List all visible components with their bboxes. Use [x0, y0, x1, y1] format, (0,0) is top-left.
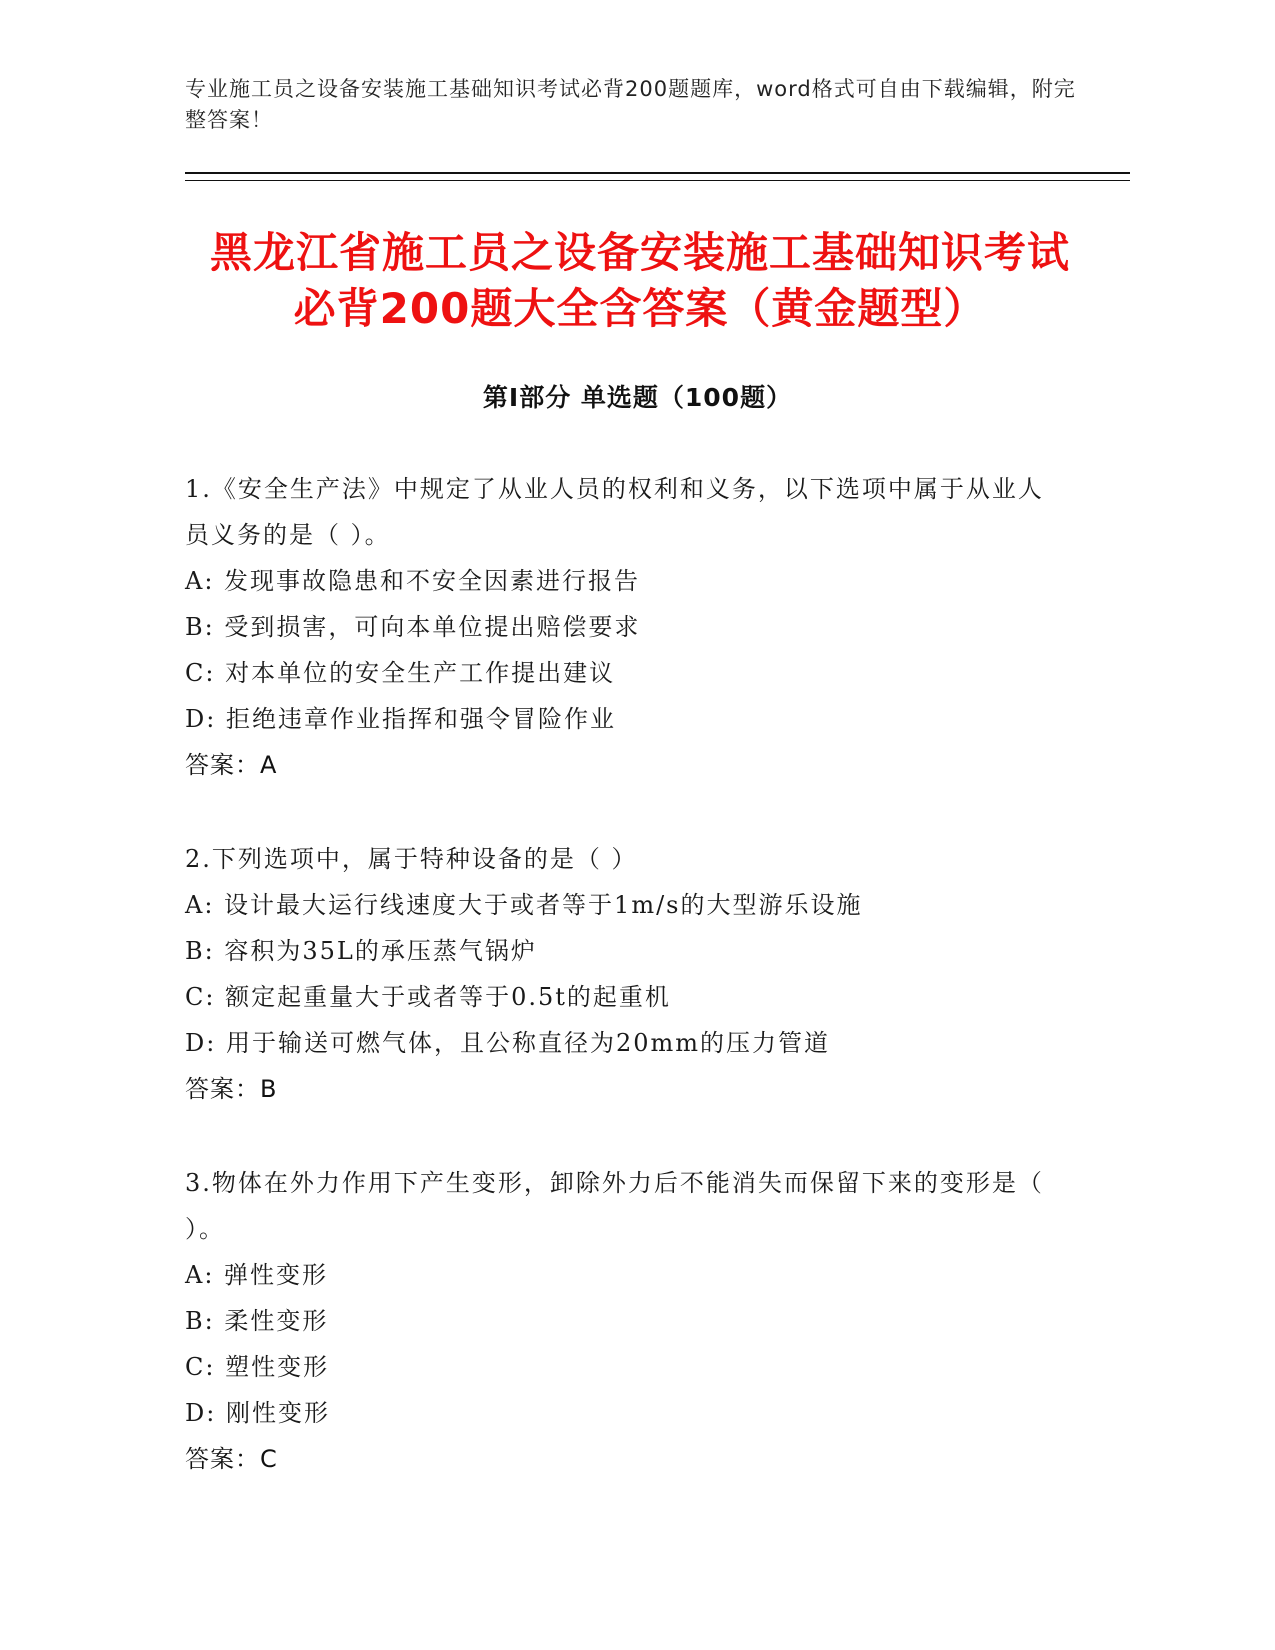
answer: 答案：C: [185, 1445, 278, 1473]
option-c: C: 额定起重量大于或者等于0.5t的起重机: [185, 983, 671, 1011]
option-d: D: 刚性变形: [185, 1399, 330, 1427]
option-c: C: 对本单位的安全生产工作提出建议: [185, 659, 616, 687]
question-1: [185, 466, 1065, 788]
question-2: [185, 836, 1065, 1112]
question-list: [185, 466, 1065, 1530]
option-d: D: 用于输送可燃气体，且公称直径为20mm的压力管道: [185, 1029, 831, 1057]
option-d: D: 拒绝违章作业指挥和强令冒险作业: [185, 705, 616, 733]
option-b: B: 容积为35L的承压蒸气锅炉: [185, 937, 537, 965]
option-a: A: 设计最大运行线速度大于或者等于1m/s的大型游乐设施: [185, 891, 863, 919]
question-stem: 3.物体在外力作用下产生变形，卸除外力后不能消失而保留下来的变形是（ ）。: [185, 1169, 1044, 1243]
option-a: A: 发现事故隐患和不安全因素进行报告: [185, 567, 641, 595]
document-title: 黑龙江省施工员之设备安装施工基础知识考试必背200题大全含答案（黄金题型）: [209, 228, 1070, 333]
header-rule-thin: [185, 180, 1130, 181]
question-stem: 2.下列选项中，属于特种设备的是（ ）: [185, 845, 638, 873]
option-b: B: 受到损害，可向本单位提出赔偿要求: [185, 613, 641, 641]
header-note: 专业施工员之设备安装施工基础知识考试必背200题题库，word格式可自由下载编辑，附完整答案！: [185, 77, 1076, 132]
option-a: A: 弹性变形: [185, 1261, 329, 1289]
question-3: [185, 1160, 1065, 1482]
answer: 答案：B: [185, 1075, 278, 1103]
section-title: 第Ⅰ部分 单选题（100题）: [482, 383, 793, 412]
option-c: C: 塑性变形: [185, 1353, 330, 1381]
option-b: B: 柔性变形: [185, 1307, 329, 1335]
header-rule-thick: [185, 172, 1130, 174]
question-stem: 1.《安全生产法》中规定了从业人员的权利和义务，以下选项中属于从业人员义务的是（ ）。: [185, 475, 1044, 549]
answer: 答案：A: [185, 751, 278, 779]
